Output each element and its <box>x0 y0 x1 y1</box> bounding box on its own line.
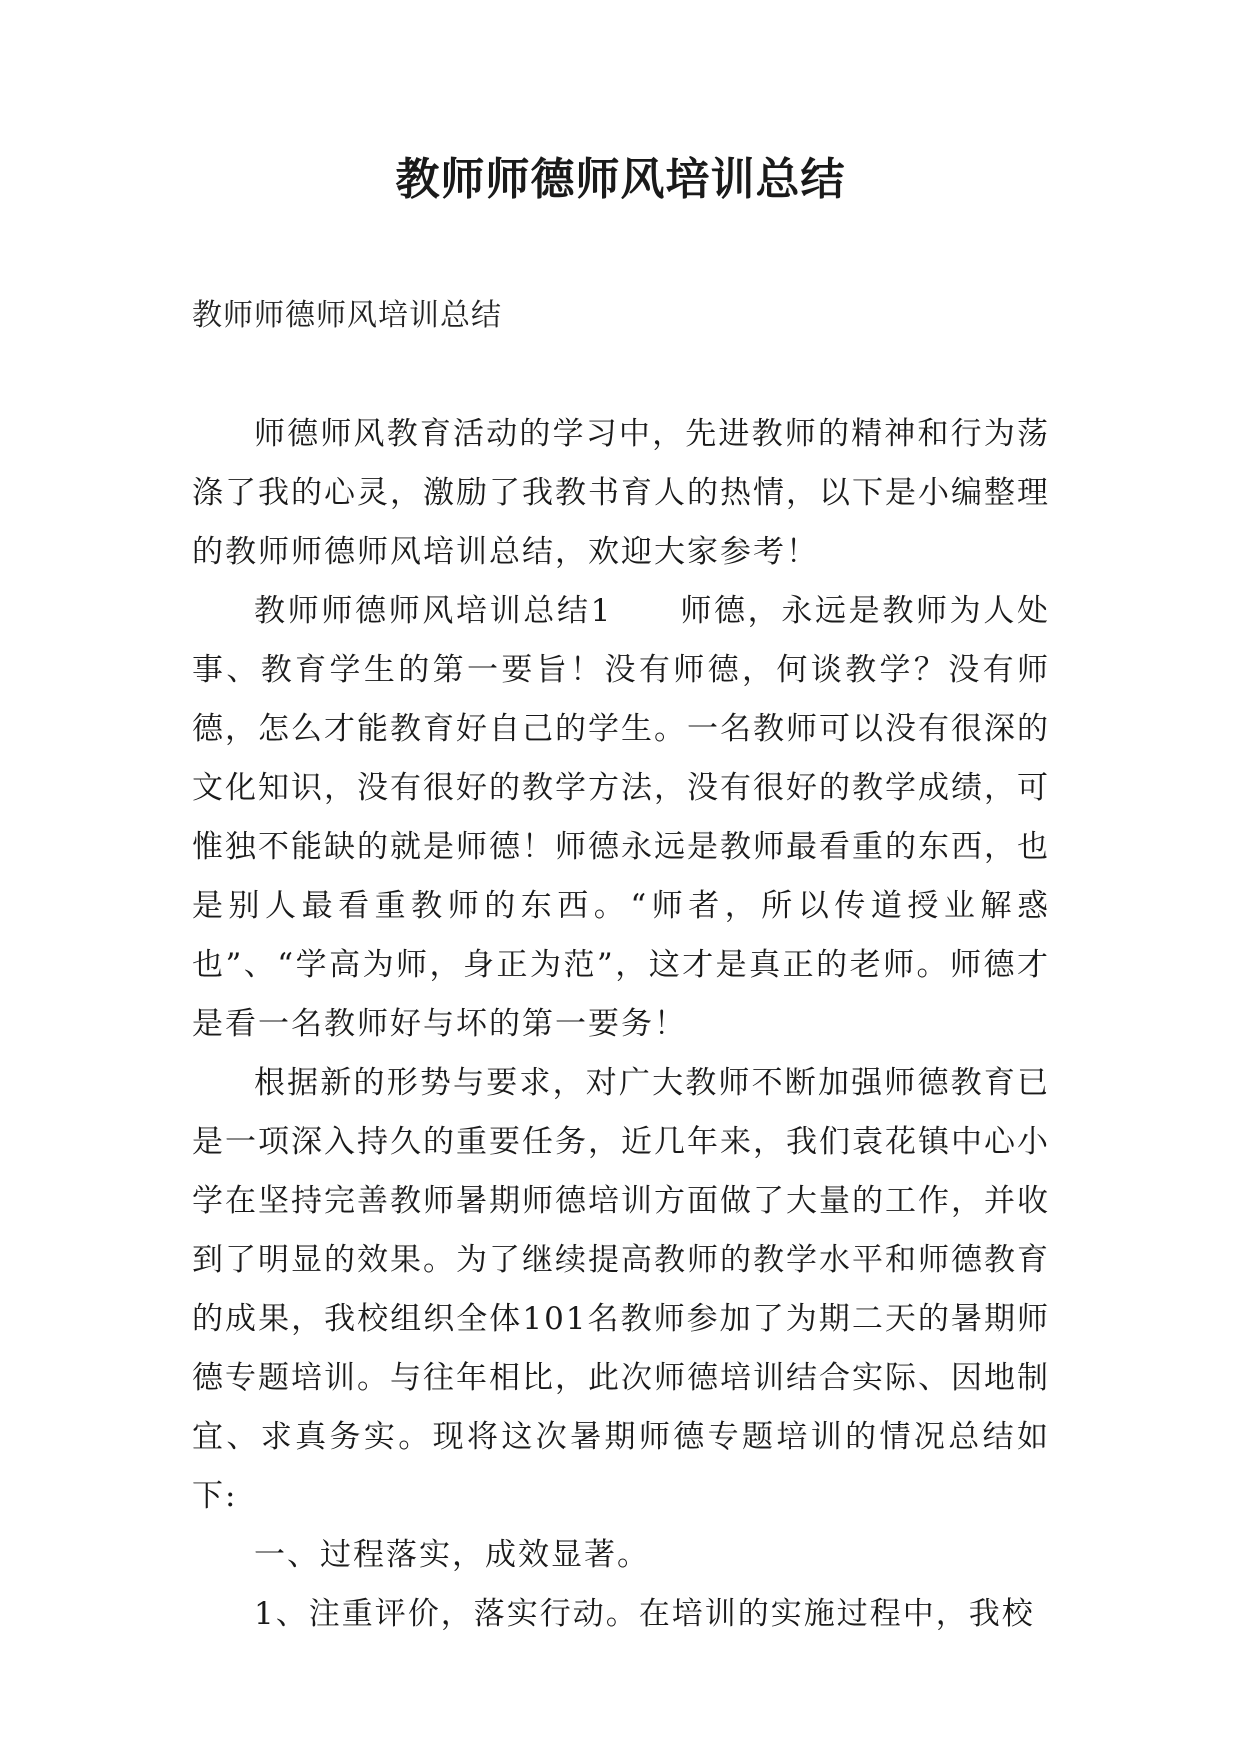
section-heading-1: 一、过程落实，成效显著。 <box>254 1537 650 1573</box>
document-subtitle: 教师师德师风培训总结 <box>192 298 502 333</box>
paragraph-background: 根据新的形势与要求，对广大教师不断加强师德教育已是一项深入持久的重要任务，近几年来，我们袁花镇中心小学在坚持完善教师暑期师德培训方面做了大量的工作，并收到了明显的效果。为了继续提高教师的教学水平和师德教育的成果，我校组织全体101名教师参加了为期二天的暑期师德专题培训。与往年相比，此次师德培训结合实际、因地制宜、求真务实。现将这次暑期师德专题培训的情况总结如下: <box>192 1065 1050 1514</box>
document-body <box>192 405 1050 1644</box>
paragraph-item-1: 1、注重评价，落实行动。在培训的实施过程中，我校 <box>254 1596 1035 1632</box>
paragraph-intro: 师德师风教育活动的学习中，先进教师的精神和行为荡涤了我的心灵，激励了我教书育人的热情，以下是小编整理的教师师德师风培训总结，欢迎大家参考！ <box>192 416 1050 570</box>
document-title: 教师师德师风培训总结 <box>395 154 846 205</box>
paragraph-summary-1: 教师师德师风培训总结1 师德，永远是教师为人处事、教育学生的第一要旨！没有师德，何谈教学？没有师德，怎么才能教育好自己的学生。一名教师可以没有很深的文化知识，没有很好的教学方法，没有很好的教学成绩，可惟独不能缺的就是师德！师德永远是教师最看重的东西，也是别人最看重教师的东西。“师者，所以传道授业解惑也”、“学高为师，身正为范”，这才是真正的老师。师德才是看一名教师好与坏的第一要务！ <box>192 593 1050 1042</box>
